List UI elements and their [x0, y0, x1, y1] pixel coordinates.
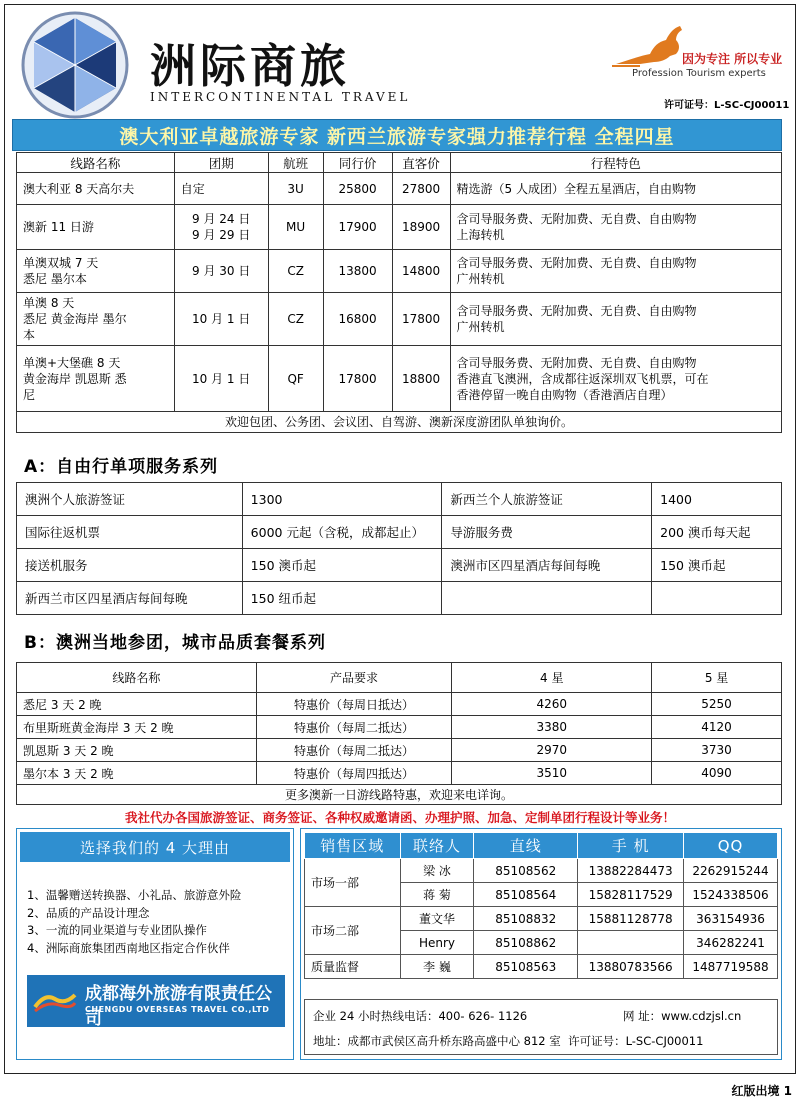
package-name: 悉尼 3 天 2 晚 [17, 693, 257, 716]
hotline-number: 400- 626- 1126 [438, 1009, 528, 1023]
brand-name-en: INTERCONTINENTAL TRAVEL [150, 90, 411, 104]
contact-person: 蒋 菊 [400, 883, 474, 907]
route-dates: 9 月 24 日 9 月 29 日 [174, 205, 268, 250]
website-label: 网 址： [623, 1009, 662, 1023]
route-name: 单澳 8 天 悉尼 黄金海岸 墨尔 本 [17, 293, 175, 346]
sales-region: 市场一部 [305, 859, 401, 907]
website-link[interactable]: www.cdzjsl.cn [661, 1009, 742, 1023]
website-line [623, 1008, 741, 1024]
hotline-line [313, 1008, 527, 1024]
service-price: 150 澳币起 [652, 549, 782, 582]
contact-table [304, 832, 778, 979]
qq: 1524338506 [684, 883, 778, 907]
contact-person: Henry [400, 931, 474, 955]
services-table [16, 482, 782, 615]
list-item: 4、洲际商旅集团西南地区指定合作伙伴 [27, 940, 230, 955]
table-row [17, 250, 782, 293]
service-name: 接送机服务 [17, 549, 243, 582]
service-price: 150 澳币起 [242, 549, 442, 582]
col-header: 5 星 [652, 663, 782, 693]
table-header-row [17, 153, 782, 173]
company-info [304, 999, 778, 1055]
diamond-logo-icon [20, 10, 130, 120]
col-header: 航班 [268, 153, 323, 173]
table-row [17, 173, 782, 205]
banner-text: 澳大利亚卓越旅游专家 新西兰旅游专家强力推荐行程 全程四星 [119, 125, 675, 148]
section-a-title: A：自由行单项服务系列 [24, 457, 219, 477]
direct-line: 85108562 [474, 859, 578, 883]
table-row [17, 582, 782, 615]
col-header: 产品要求 [256, 663, 452, 693]
package-name: 墨尔本 3 天 2 晚 [17, 762, 257, 785]
package-requirement: 特惠价（每周二抵达） [256, 716, 452, 739]
list-item: 3、一流的同业渠道与专业团队操作 [27, 923, 207, 937]
route-dates: 自定 [174, 173, 268, 205]
address-line [313, 1033, 703, 1049]
peer-price: 16800 [323, 293, 392, 346]
company-banner [27, 975, 285, 1027]
service-price: 200 澳币每天起 [652, 516, 782, 549]
brand-name: 洲际商旅 [150, 39, 350, 93]
route-dates: 10 月 1 日 [174, 293, 268, 346]
route-name: 单澳双城 7 天 悉尼 墨尔本 [17, 250, 175, 293]
sales-region: 质量监督 [305, 955, 401, 979]
col-header: 团期 [174, 153, 268, 173]
col-header: 4 星 [452, 663, 652, 693]
col-header: 线路名称 [17, 153, 175, 173]
reasons-list [27, 887, 241, 957]
package-name: 凯恩斯 3 天 2 晚 [17, 739, 257, 762]
table-row [17, 739, 782, 762]
direct-price: 27800 [392, 173, 450, 205]
service-name: 新西兰个人旅游签证 [442, 483, 652, 516]
routes-note: 欢迎包团、公务团、会议团、自驾游、澳新深度游团队单独询价。 [17, 412, 782, 433]
table-row [17, 516, 782, 549]
price-4-star: 3380 [452, 716, 652, 739]
service-name: 澳洲市区四星酒店每间每晚 [442, 549, 652, 582]
price-4-star: 4260 [452, 693, 652, 716]
col-header: 直线 [474, 833, 578, 859]
direct-price: 14800 [392, 250, 450, 293]
table-row [17, 293, 782, 346]
service-price: 1300 [242, 483, 442, 516]
qq: 1487719588 [684, 955, 778, 979]
route-flight: QF [268, 346, 323, 412]
price-5-star: 4120 [652, 716, 782, 739]
price-5-star: 5250 [652, 693, 782, 716]
agency-services-line: 我社代办各国旅游签证、商务签证、各种权威邀请函、办理护照、加急、定制单团行程设计等业务！ [124, 810, 675, 825]
route-name: 单澳+大堡礁 8 天 黄金海岸 凯恩斯 悉 尼 [17, 346, 175, 412]
kangaroo-icon [610, 20, 690, 68]
mobile: 15828117529 [578, 883, 684, 907]
service-name [442, 582, 652, 615]
slogan-en: Profession Tourism experts [632, 68, 766, 79]
table-row [305, 859, 778, 883]
service-price [652, 582, 782, 615]
peer-price: 17900 [323, 205, 392, 250]
col-header: QQ [684, 833, 778, 859]
col-header: 销售区域 [305, 833, 401, 859]
route-dates: 9 月 30 日 [174, 250, 268, 293]
col-header: 手 机 [578, 833, 684, 859]
contact-person: 董文华 [400, 907, 474, 931]
col-header: 直客价 [392, 153, 450, 173]
service-name: 导游服务费 [442, 516, 652, 549]
service-name: 新西兰市区四星酒店每间每晚 [17, 582, 243, 615]
route-features: 含司导服务费、无附加费、无自费、自由购物 香港直飞澳洲，含成都往返深圳双飞机票，可在 香港停留一晚自由购物（香港酒店自理） [450, 346, 781, 412]
license-number: 许可证号：L-SC-CJ00011 [664, 100, 790, 111]
service-price: 150 纽币起 [242, 582, 442, 615]
package-requirement: 特惠价（每周日抵达） [256, 693, 452, 716]
col-header: 行程特色 [450, 153, 781, 173]
peer-price: 17800 [323, 346, 392, 412]
qq: 346282241 [684, 931, 778, 955]
table-header-row [17, 663, 782, 693]
table-header-row [305, 833, 778, 859]
table-row [17, 693, 782, 716]
table-row [17, 762, 782, 785]
table-row [17, 346, 782, 412]
peer-price: 25800 [323, 173, 392, 205]
direct-price: 18900 [392, 205, 450, 250]
price-5-star: 3730 [652, 739, 782, 762]
mobile [578, 931, 684, 955]
hotline-label: 企业 24 小时热线电话： [313, 1009, 439, 1023]
col-header: 线路名称 [17, 663, 257, 693]
routes-table [16, 152, 782, 433]
mobile: 13880783566 [578, 955, 684, 979]
direct-line: 85108832 [474, 907, 578, 931]
contact-panel [300, 828, 782, 1060]
route-name: 澳新 11 日游 [17, 205, 175, 250]
section-b-title: B：澳洲当地参团，城市品质套餐系列 [24, 633, 326, 653]
service-name: 澳洲个人旅游签证 [17, 483, 243, 516]
direct-line: 85108862 [474, 931, 578, 955]
promo-banner [12, 119, 782, 151]
mobile: 13882284473 [578, 859, 684, 883]
table-note-row [17, 785, 782, 805]
price-5-star: 4090 [652, 762, 782, 785]
package-requirement: 特惠价（每周二抵达） [256, 739, 452, 762]
service-price: 6000 元起（含税，成都起止） [242, 516, 442, 549]
table-row [305, 907, 778, 931]
list-item: 2、品质的产品设计理念 [27, 905, 150, 920]
price-4-star: 3510 [452, 762, 652, 785]
route-name: 澳大利亚 8 天高尔夫 [17, 173, 175, 205]
edition-label: 红版出境 1 [731, 1084, 792, 1098]
service-name: 国际往返机票 [17, 516, 243, 549]
list-item: 1、温馨赠送转换器、小礼品、旅游意外险 [27, 888, 242, 902]
table-row [17, 716, 782, 739]
peer-price: 13800 [323, 250, 392, 293]
company-logo-icon [31, 985, 79, 1017]
route-features: 含司导服务费、无附加费、无自费、自由购物 广州转机 [450, 293, 781, 346]
contact-person: 梁 冰 [400, 859, 474, 883]
reasons-title: 选择我们的 4 大理由 [20, 832, 290, 862]
qq: 2262915244 [684, 859, 778, 883]
company-name: 成都海外旅游有限责任公司 [85, 984, 272, 1029]
direct-line: 85108563 [474, 955, 578, 979]
route-flight: MU [268, 205, 323, 250]
mobile: 15881128778 [578, 907, 684, 931]
package-requirement: 特惠价（每周四抵达） [256, 762, 452, 785]
address: 地址：成都市武侯区高升桥东路高盛中心 812 室 [313, 1034, 561, 1048]
direct-line: 85108564 [474, 883, 578, 907]
route-features: 精选游（5 人成团）全程五星酒店，自由购物 [450, 173, 781, 205]
license-number: 许可证号：L-SC-CJ00011 [568, 1034, 704, 1048]
company-name-en: CHENGDU OVERSEAS TRAVEL CO.,LTD [85, 1005, 270, 1014]
sales-region: 市场二部 [305, 907, 401, 955]
contact-person: 李 巍 [400, 955, 474, 979]
packages-note: 更多澳新一日游线路特惠，欢迎来电详询。 [17, 785, 782, 805]
table-row [305, 955, 778, 979]
direct-price: 17800 [392, 293, 450, 346]
table-row [17, 483, 782, 516]
service-price: 1400 [652, 483, 782, 516]
route-flight: CZ [268, 250, 323, 293]
col-header: 同行价 [323, 153, 392, 173]
direct-price: 18800 [392, 346, 450, 412]
reasons-panel [16, 828, 294, 1060]
table-note-row [17, 412, 782, 433]
packages-table [16, 662, 782, 805]
package-name: 布里斯班黄金海岸 3 天 2 晚 [17, 716, 257, 739]
route-flight: 3U [268, 173, 323, 205]
slogan: 因为专注 所以专业 [682, 52, 783, 66]
price-4-star: 2970 [452, 739, 652, 762]
route-dates: 10 月 1 日 [174, 346, 268, 412]
table-row [17, 549, 782, 582]
col-header: 联络人 [400, 833, 474, 859]
table-row [17, 205, 782, 250]
route-features: 含司导服务费、无附加费、无自费、自由购物 广州转机 [450, 250, 781, 293]
route-flight: CZ [268, 293, 323, 346]
route-features: 含司导服务费、无附加费、无自费、自由购物 上海转机 [450, 205, 781, 250]
qq: 363154936 [684, 907, 778, 931]
